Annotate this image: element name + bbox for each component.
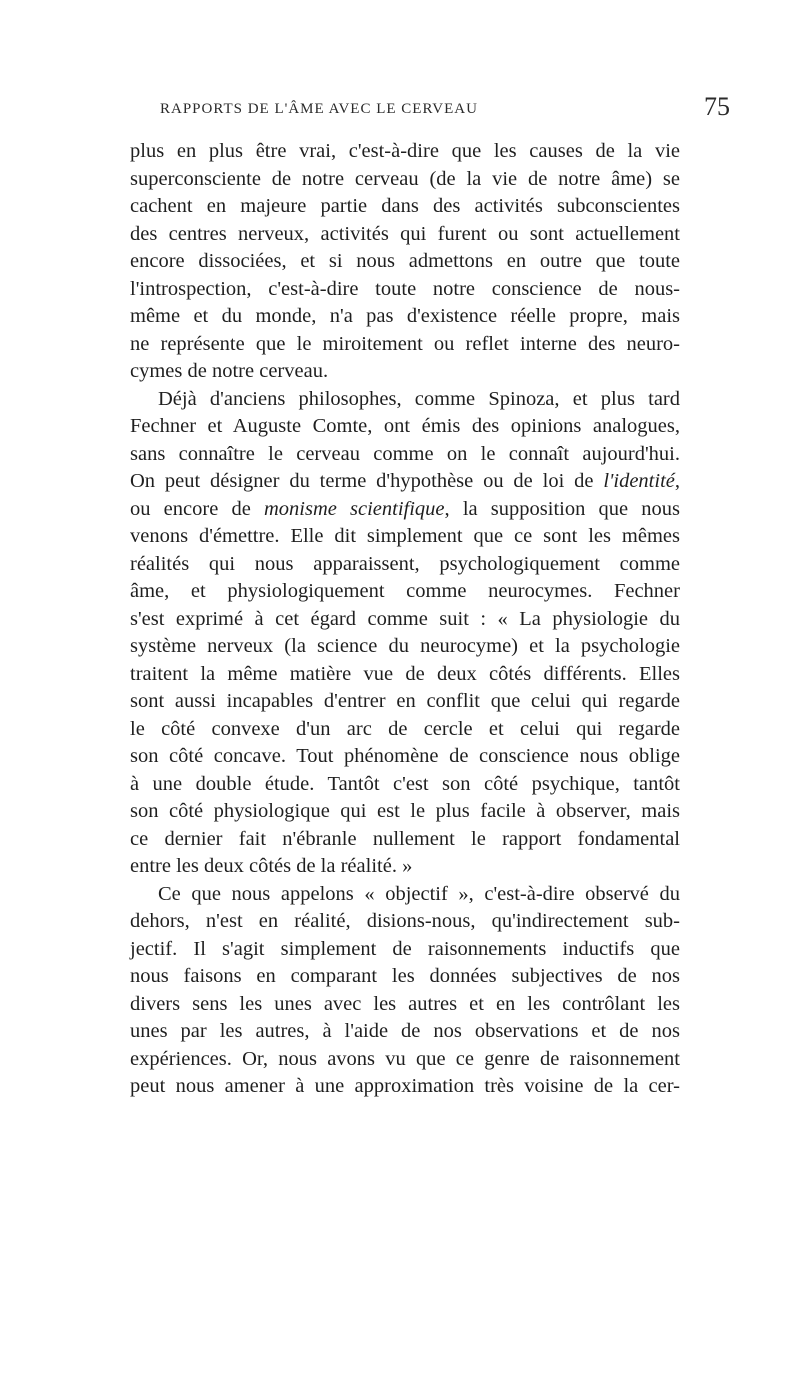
text-line: sans connaître le cerveau comme on le connaît aujourd'hui. xyxy=(130,442,680,465)
text-line: son côté physiologique qui est le plus facile à observer, mais xyxy=(130,800,680,822)
text-line: sont aussi incapables d'entrer en conflit que celui qui regarde xyxy=(130,690,680,712)
text-line-with-italic xyxy=(130,468,680,496)
text-fragment: , la supposition que nous xyxy=(444,497,680,520)
text-line: entre les deux côtés de la réalité. » xyxy=(130,855,413,877)
text-line: âme, et physiologiquement comme neurocymes. Fechner xyxy=(130,580,680,602)
text-line: système nerveux (la science du neurocyme) et la psychologie xyxy=(130,635,680,657)
text-line: cachent en majeure partie dans des activités subconscientes xyxy=(130,195,680,217)
text-line: l'introspection, c'est-à-dire toute notre conscience de nous- xyxy=(130,277,680,300)
text-fragment: ou encore de xyxy=(130,497,264,520)
text-line: le côté convexe d'un arc de cercle et celui qui regarde xyxy=(130,717,680,740)
page-number: 75 xyxy=(704,92,730,121)
text-line: superconsciente de notre cerveau (de la vie de notre âme) se xyxy=(130,167,680,190)
header-title: RAPPORTS DE L'ÂME AVEC LE CERVEAU xyxy=(160,101,478,117)
text-line: cymes de notre cerveau. xyxy=(130,360,329,382)
text-line: Déjà d'anciens philosophes, comme Spinoza, et plus tard xyxy=(158,387,680,410)
text-line: peut nous amener à une approximation très voisine de la cer- xyxy=(130,1075,680,1097)
text-line: plus en plus être vrai, c'est-à-dire que les causes de la vie xyxy=(130,140,680,162)
text-line: ne représente que le miroitement ou reflet interne des neuro- xyxy=(130,332,680,355)
text-line: divers sens les unes avec les autres et en les contrôlant les xyxy=(130,992,680,1015)
text-line: réalités qui nous apparaissent, psychologiquement comme xyxy=(130,552,680,575)
text-line: des centres nerveux, activités qui furent ou sont actuellement xyxy=(130,222,680,245)
text-line: son côté concave. Tout phénomène de conscience nous oblige xyxy=(130,745,680,767)
text-line: unes par les autres, à l'aide de nos observations et de nos xyxy=(130,1020,680,1042)
text-line: jectif. Il s'agit simplement de raisonnements inductifs que xyxy=(130,937,680,960)
text-line: même et du monde, n'a pas d'existence réelle propre, mais xyxy=(130,305,680,327)
text-line: Fechner et Auguste Comte, ont émis des opinions analogues, xyxy=(130,415,680,437)
text-line: s'est exprimé à cet égard comme suit : « La physiologie du xyxy=(130,607,680,630)
text-line: expériences. Or, nous avons vu que ce genre de raisonnement xyxy=(130,1047,680,1070)
running-header xyxy=(160,100,680,118)
text-line-with-italic xyxy=(130,496,680,524)
text-line: venons d'émettre. Elle dit simplement que ce sont les mêmes xyxy=(130,525,680,547)
text-line: ce dernier fait n'ébranle nullement le rapport fondamental xyxy=(130,827,680,850)
text-line: à une double étude. Tantôt c'est son côté psychique, tantôt xyxy=(130,772,680,795)
italic-term: monisme scientifique xyxy=(263,497,445,520)
text-line: traitent la même matière vue de deux côtés différents. Elles xyxy=(130,662,680,685)
text-fragment: On peut désigner du terme d'hypothèse ou de loi de xyxy=(130,470,604,492)
text-line: Ce que nous appelons « objectif », c'est-à-dire observé du xyxy=(158,882,680,905)
text-fragment: , xyxy=(674,470,680,492)
text-line: encore dissociées, et si nous admettons en outre que toute xyxy=(130,250,680,272)
text-line: dehors, n'est en réalité, disions-nous, qu'indirectement sub- xyxy=(130,910,680,932)
body-text xyxy=(130,138,680,1101)
text-line: nous faisons en comparant les données subjectives de nos xyxy=(130,965,680,987)
italic-term: l'identité xyxy=(603,470,675,492)
